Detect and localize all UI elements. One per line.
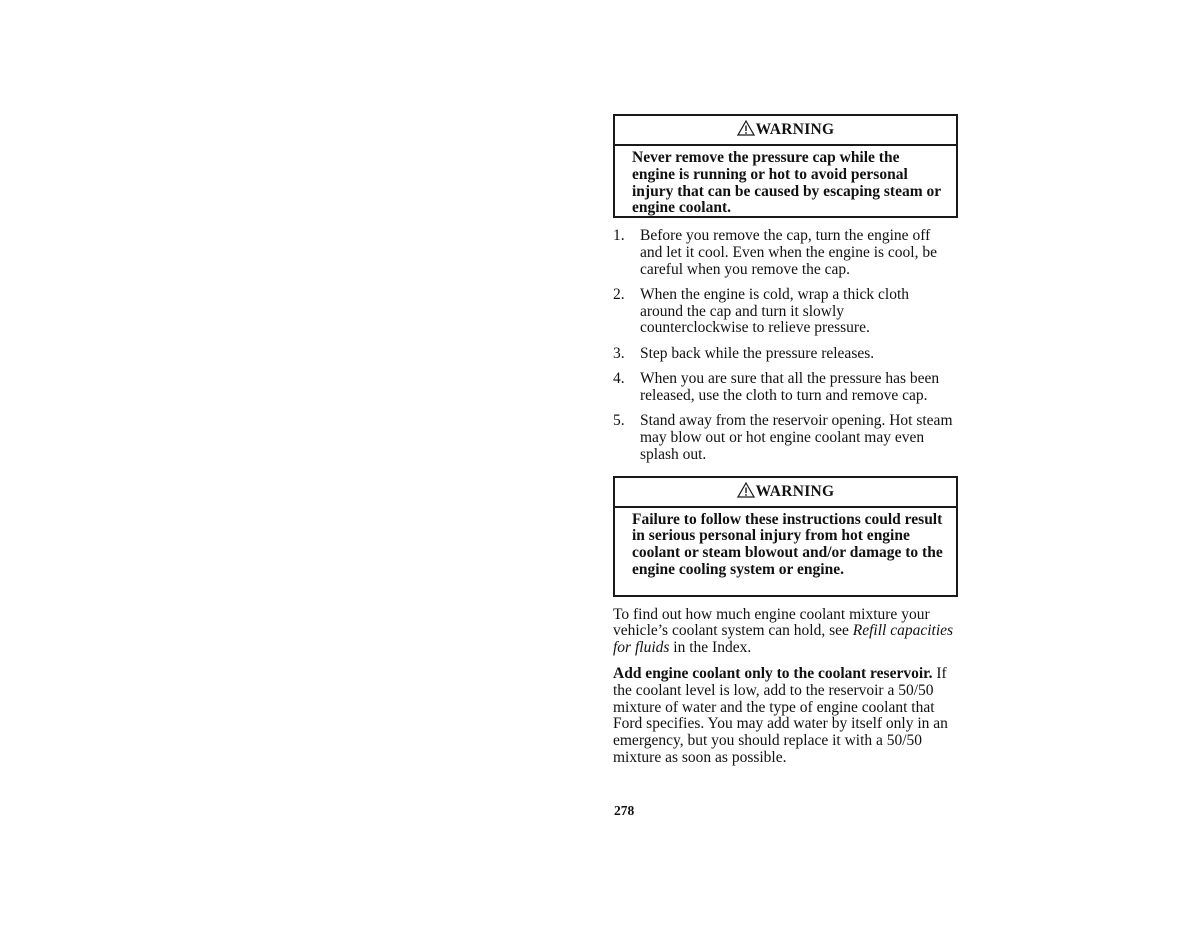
steps-list [613, 228, 958, 464]
step-text: When you are sure that all the pressure has been released, use the cloth to turn and remove cap. [640, 370, 940, 404]
list-item [613, 371, 958, 405]
reservoir-paragraph [613, 666, 958, 767]
capacity-text-after: in the Index. [669, 639, 752, 657]
capacity-text-before: To find out how much engine coolant mixture your vehicle’s coolant system can hold, see [613, 605, 930, 640]
warning-text: Never remove the pressure cap while the engine is running or hot to avoid personal injury that can be caused by escaping steam or engine coolant. [632, 149, 941, 217]
reservoir-text: If the coolant level is low, add to the reservoir a 50/50 mixture of water and the type of engine coolant that Ford specifies. You may add water by itself only in an emergency, but you should replace it with a 50/50 mixture as soon as possible. [613, 664, 948, 766]
step-number: 1. [613, 227, 625, 244]
step-number: 4. [613, 370, 625, 388]
warning-body [615, 508, 956, 581]
warning-box-instructions [613, 476, 958, 597]
step-text: When the engine is cold, wrap a thick cloth around the cap and turn it slowly counterclockwise to relieve pressure. [640, 285, 910, 337]
step-number: 2. [613, 285, 625, 303]
list-item [613, 228, 958, 278]
warning-heading-text: WARNING [755, 482, 835, 500]
step-text: Stand away from the reservoir opening. Hot steam may blow out or hot engine coolant may even splash out. [640, 412, 953, 463]
page-column [613, 114, 958, 767]
page-number: 278 [614, 803, 635, 818]
step-text: Step back while the pressure releases. [640, 344, 875, 362]
step-text: Before you remove the cap, turn the engine off and let it cool. Even when the engine is cool, be careful when you remove the cap. [640, 227, 937, 278]
capacity-reference: Refill capacities for fluids [613, 622, 954, 657]
step-number: 3. [613, 344, 625, 362]
step-number: 5. [613, 412, 625, 430]
warning-triangle-icon [737, 482, 755, 498]
list-item [613, 346, 958, 363]
reservoir-lead: Add engine coolant only to the coolant reservoir. [613, 664, 933, 682]
warning-box-pressure-cap [613, 114, 958, 218]
warning-triangle-icon [737, 120, 755, 136]
capacity-paragraph [613, 607, 958, 657]
warning-text: Failure to follow these instructions could result in serious personal injury from hot engine coolant or steam blowout and/or damage to the engine cooling system or engine. [632, 510, 943, 578]
warning-body [615, 146, 956, 219]
warning-heading-text: WARNING [755, 121, 835, 138]
warning-heading [615, 116, 956, 146]
warning-heading [615, 478, 956, 508]
list-item [613, 287, 958, 337]
list-item [613, 413, 958, 463]
